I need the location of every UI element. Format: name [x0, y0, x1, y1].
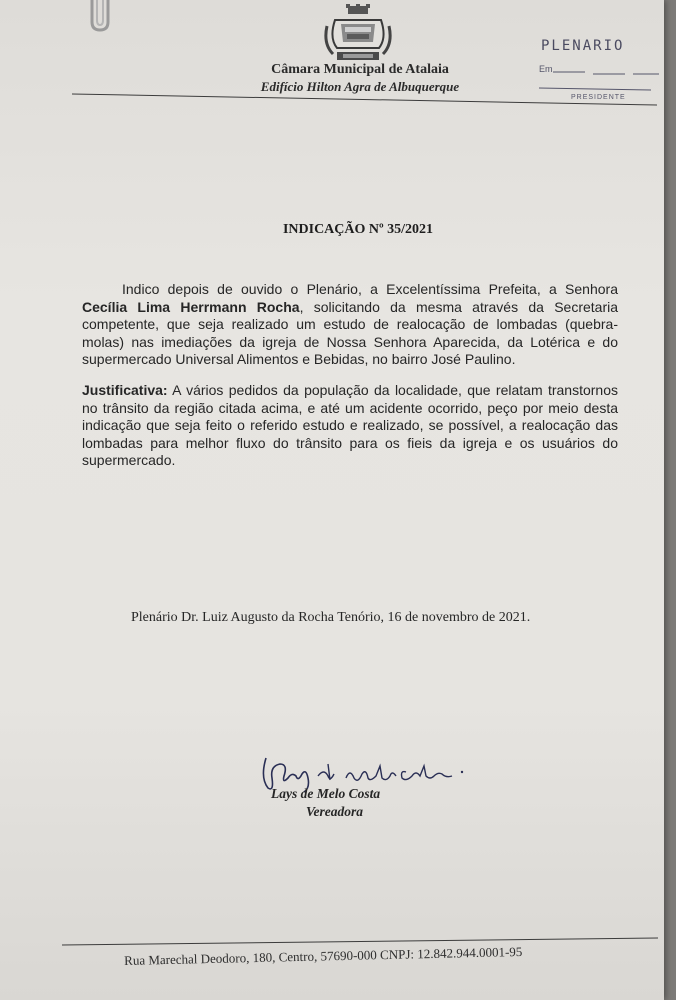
- plenary-stamp: [533, 38, 663, 104]
- justification-text: A vários pedidos da população da localidade, que relatam transtornos no trânsito da região citada acima, e até um acidente ocorrido, peço por meio desta indicação que seja feito o referido estudo e realizado, se possível, a realocação das lombadas para melhor fluxo do trânsito para os fieis da igreja e os usuários do supermercado.: [82, 382, 618, 468]
- building-name: Edifício Hilton Agra de Albuquerque: [260, 79, 460, 94]
- indication-paragraph: [82, 281, 618, 369]
- mayor-name: Cecília Lima Herrmann Rocha: [82, 298, 300, 315]
- justification-label: Justificativa:: [82, 382, 168, 398]
- stamp-title: PLENARIO: [541, 38, 625, 54]
- paragraph-body: , solicitando da mesma através da Secretaria competente, que seja realizado um estudo de realocação de lombadas (quebra-molas) nas imediações da igreja de Nossa Senhora Aparecida, da Lotérica e do supermercado Universal Alimentos e Bebidas, no bairro José Paulino.: [82, 298, 619, 367]
- paragraph-lead: Indico depois de ouvido o Plenário, a Excelentíssima Prefeita, a Senhora: [122, 281, 618, 297]
- justification-paragraph: [82, 382, 618, 470]
- paper-clip-icon: [84, 0, 118, 34]
- stamp-date-prefix: Em: [539, 64, 553, 74]
- document-title: INDICAÇÃO Nº 35/2021: [282, 222, 434, 237]
- signer-role: Vereadora: [306, 804, 363, 819]
- dateline: Plenário Dr. Luiz Augusto da Rocha Tenório, 16 de novembro de 2021.: [131, 610, 531, 625]
- coat-of-arms-icon: [323, 4, 393, 66]
- institution-name: Câmara Municipal de Atalaia: [271, 62, 449, 77]
- footer-address: Rua Marechal Deodoro, 180, Centro, 57690-000 CNPJ: 12.842.944.0001-95: [124, 943, 523, 968]
- stamp-label: PRESIDENTE: [571, 94, 626, 101]
- signer-name: Lays de Melo Costa: [271, 786, 381, 801]
